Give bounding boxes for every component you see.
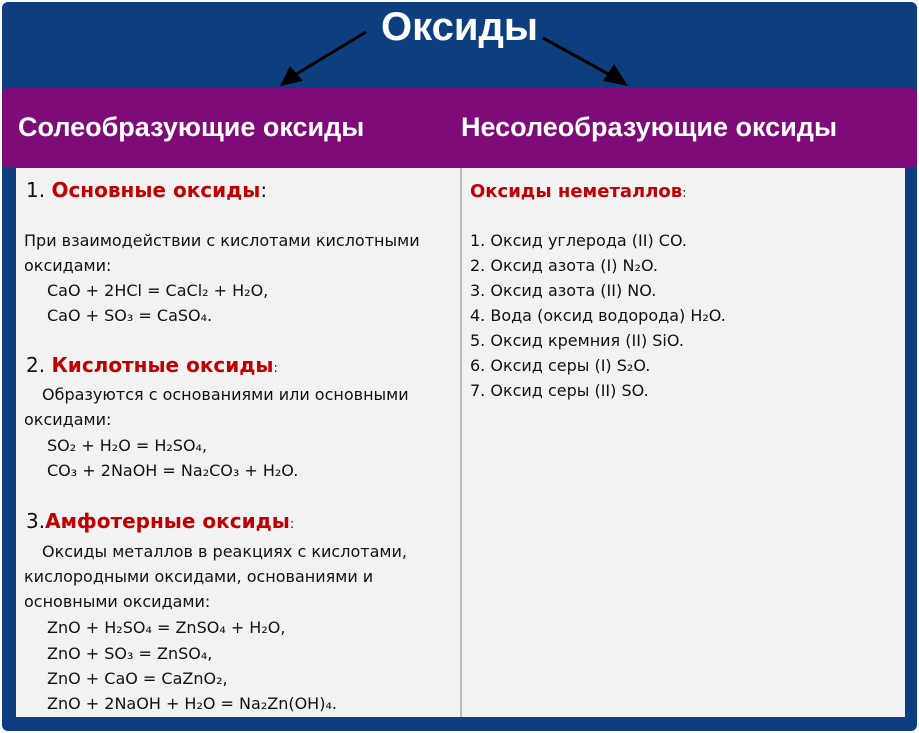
section-3-name: Амфотерные оксиды <box>45 509 290 533</box>
section-2-equation: CO₃ + 2NaOH = Na₂CO₃ + H₂O. <box>47 461 299 480</box>
section-3-desc-line: кислородными оксидами, основаниями и <box>24 567 374 586</box>
section-1-equation: CaO + 2HCl = CaCl₂ + H₂O, <box>47 281 269 300</box>
page-title: Оксиды <box>381 5 538 49</box>
section-1-equation: CaO + SO₃ = CaSO₄. <box>47 306 213 325</box>
right-subheading: Оксиды неметаллов: <box>470 181 687 202</box>
left-heading: Солеобразующие оксиды <box>18 112 365 142</box>
oxide-list-item: 2. Оксид азота (I) N₂O. <box>470 256 658 275</box>
section-2-desc-line: оксидами: <box>24 410 112 429</box>
nonmetal-oxides-title: Оксиды неметаллов <box>470 181 683 202</box>
oxide-list-item: 4. Вода (оксид водорода) H₂O. <box>470 306 726 325</box>
oxide-list-item: 1. Оксид углерода (II) CO. <box>470 231 688 250</box>
arrow-left-icon <box>293 32 366 76</box>
arrow-right-icon <box>543 38 612 76</box>
section-2-heading: 2. Кислотные оксиды: <box>26 353 278 377</box>
section-2-desc-line: Образуются с основаниями или основными <box>42 385 409 404</box>
arrow-right-head-icon <box>603 64 628 86</box>
section-1-desc-line: При взаимодействии с кислотами кислотными <box>24 231 420 250</box>
section-1-name: Основные оксиды <box>51 178 261 202</box>
section-3-desc-line: основными оксидами: <box>24 592 211 611</box>
section-3-equation: ZnO + CaO = CaZnO₂, <box>47 669 228 688</box>
section-3-equation: ZnO + H₂SO₄ = ZnSO₄ + H₂O, <box>47 618 286 637</box>
right-heading: Несолеобразующие оксиды <box>461 112 837 142</box>
arrow-left-head-icon <box>280 66 303 86</box>
oxide-list-item: 7. Оксид серы (II) SO. <box>470 381 649 400</box>
section-2-equation: SO₂ + H₂O = H₂SO₄, <box>47 436 208 455</box>
oxide-list-item: 6. Оксид серы (I) S₂O. <box>470 356 651 375</box>
arrows <box>0 0 919 100</box>
section-1-heading: 1. Основные оксиды: <box>26 178 268 202</box>
section-3-desc-line: Оксиды металлов в реакциях с кислотами, <box>42 542 407 561</box>
section-3-equation: ZnO + 2NaOH + H₂O = Na₂Zn(OH)₄. <box>47 694 337 713</box>
section-1-desc-line: оксидами: <box>24 256 112 275</box>
oxide-list-item: 5. Оксид кремния (II) SiO. <box>470 331 684 350</box>
section-3-equation: ZnO + SO₃ = ZnSO₄, <box>47 644 213 663</box>
section-2-name: Кислотные оксиды <box>51 353 274 377</box>
oxide-list-item: 3. Оксид азота (II) NO. <box>470 281 657 300</box>
section-3-heading: 3.Амфотерные оксиды: <box>26 509 295 533</box>
